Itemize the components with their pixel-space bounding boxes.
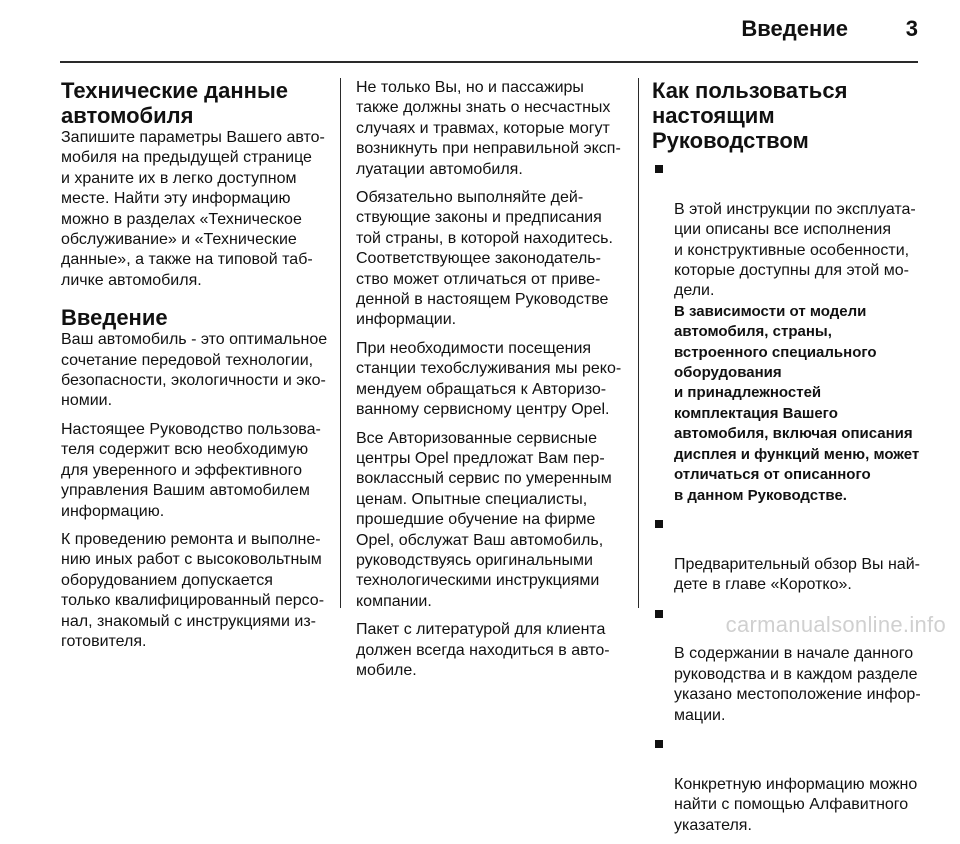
list-item (652, 514, 922, 596)
list-item-text: В этой инструкции по эксплуата- ции описаны все исполнения и конструктивные особенности, которые доступны для этой мо- дели. (674, 200, 916, 300)
page-header (60, 0, 918, 63)
section-heading-how-to-use: Как пользоваться настоящим Руководством (652, 78, 848, 153)
square-bullet-icon (655, 610, 663, 618)
paragraph: К проведению ремонта и выполне- нию иных работ с высоковольтным оборудованием допускается только квалифицированный персо- нал, знакомый с инструкциями из- готовителя. (61, 530, 325, 650)
column-divider (340, 78, 341, 608)
column-left (61, 78, 329, 660)
section-heading-intro: Введение (61, 305, 168, 331)
header-title: Введение (741, 16, 848, 41)
paragraph: Обязательно выполняйте дей- ствующие законы и предписания той страны, в которой находитесь. Соответствующее законодатель- ство может отличаться от приве- денной в настоящем Руководстве информации. (356, 189, 613, 329)
paragraph: Настоящее Руководство пользова- теля содержит всю необходимую для уверенного и эффективного управления Вашим автомобилем информацию. (61, 420, 321, 520)
square-bullet-icon (655, 165, 663, 173)
paragraph: Пакет с литературой для клиента должен всегда находиться в авто- мобиле. (356, 621, 610, 679)
list-item (652, 159, 922, 506)
paragraph: При необходимости посещения станции техобслуживания мы реко- мендуем обращаться к Авторизо- ванному сервисному центру Opel. (356, 339, 622, 419)
list-item (652, 734, 922, 836)
list-item-text: Предварительный обзор Вы най- дете в главе «Коротко». (674, 555, 920, 594)
list-item-text: Конкретную информацию можно найти с помощью Алфавитного указателя. (674, 775, 918, 834)
list-item-text: В содержании в начале данного руководства и в каждом разделе указано местоположение инфор- мации. (674, 645, 921, 724)
column-divider (638, 78, 639, 608)
paragraph: Запишите параметры Вашего авто- мобиля на предыдущей странице и храните их в легко доступном месте. Найти эту информацию можно в разделах «Техническое обслуживание» и «Технические данные», а также на типовой таб- личке автомобиля. (61, 129, 325, 289)
column-right (652, 78, 922, 844)
square-bullet-icon (655, 520, 663, 528)
list-item-bold-text: В зависимости от модели автомобиля, страны, встроенного специального оборудования и принадлежностей комплектация Вашего автомобиля, включая описания дисплея и функций меню, может отличаться от описанного в данном Руководстве. (674, 302, 920, 504)
square-bullet-icon (655, 740, 663, 748)
column-middle (356, 78, 628, 689)
page-number: 3 (905, 16, 918, 41)
paragraph: Не только Вы, но и пассажиры также должны знать о несчастных случаях и травмах, которые могут возникнуть при неправильной эксп- луатации автомобиля. (356, 79, 621, 178)
paragraph: Ваш автомобиль - это оптимальное сочетание передовой технологии, безопасности, экологичности и эко- номии. (61, 331, 328, 410)
section-heading-tech-data: Технические данные автомобиля (61, 78, 288, 128)
paragraph: Все Авторизованные сервисные центры Opel предложат Вам пер- воклассный сервис по умеренным ценам. Опытные специалисты, прошедшие обучение на фирме Opel, обслужат Ваш автомобиль, руководствуясь оригинальными технологическими инструкциями компании. (356, 429, 612, 610)
bullet-list (652, 159, 922, 836)
watermark: carmanualsonline.info (725, 612, 946, 637)
